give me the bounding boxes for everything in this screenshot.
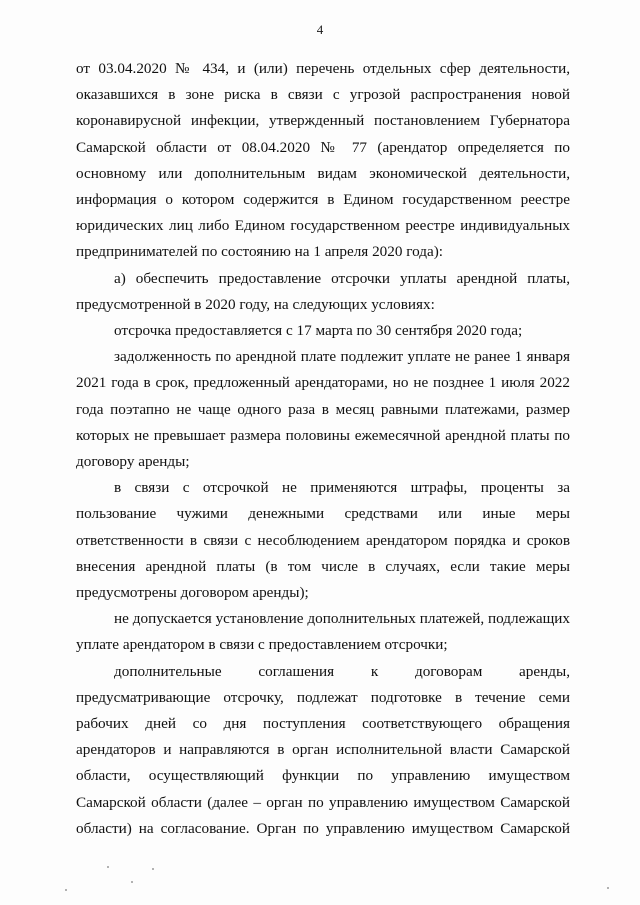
paragraph-debt-repayment: задолженность по арендной плате подлежит уплате не ранее 1 января 2021 года в срок, предложенный арендаторами, но не позднее 1 июля 2022 года поэтапно не чаще одного раза в месяц равными платежами, размер которых не превышает размера половины ежемесячной арендной платы по договору аренды; (76, 348, 570, 471)
paragraph-clause-a: а) обеспечить предоставление отсрочки уплаты арендной платы, предусмотренной в 2020 году, на следующих условиях: (76, 269, 570, 313)
page-number: 4 (316, 22, 324, 37)
paragraph-deferral-period: отсрочка предоставляется с 17 марта по 30 сентября 2020 года; (114, 322, 523, 340)
paragraph-intro-continuation: от 03.04.2020 № 434, и (или) перечень отдельных сфер деятельности, оказавшихся в зоне риска в связи с угрозой распространения новой коронавирусной инфекции, утвержденный постановлением Губернатора Самарской области от 08.04.2020 № 77 (арендатор определяется по основному или дополнительным видам экономической деятельности, информация о котором содержится в Едином государственном реестре юридических лиц либо Едином государственном реестре индивидуальных предпринимателей по состоянию на 1 апреля 2020 года): (76, 60, 570, 261)
paragraph-no-extra-payments: не допускается установление дополнительных платежей, подлежащих уплате арендатором в связи с предоставлением отсрочки; (76, 610, 570, 654)
scan-speck (65, 889, 67, 891)
paragraph-no-penalties: в связи с отсрочкой не применяются штрафы, проценты за пользование чужими денежными средствами или иные меры ответственности в связи с несоблюдением арендатором порядка и сроков внесения арендной платы (в том числе в случаях, если такие меры предусмотрены договором аренды); (76, 479, 570, 602)
scan-speck (131, 881, 133, 883)
scan-speck (152, 868, 154, 870)
document-body (76, 56, 570, 842)
scan-speck (107, 866, 109, 868)
scan-speck (607, 887, 609, 889)
paragraph-supplementary-agreements: дополнительные соглашения к договорам аренды, предусматривающие отсрочку, подлежат подготовке в течение семи рабочих дней со дня поступления соответствующего обращения арендаторов и направляются в орган исполнительной власти Самарской области, осуществляющий функции по управлению имуществом Самарской области (далее – орган по управлению имуществом Самарской области) на согласование. Орган по управлению имуществом Самарской (76, 662, 570, 837)
